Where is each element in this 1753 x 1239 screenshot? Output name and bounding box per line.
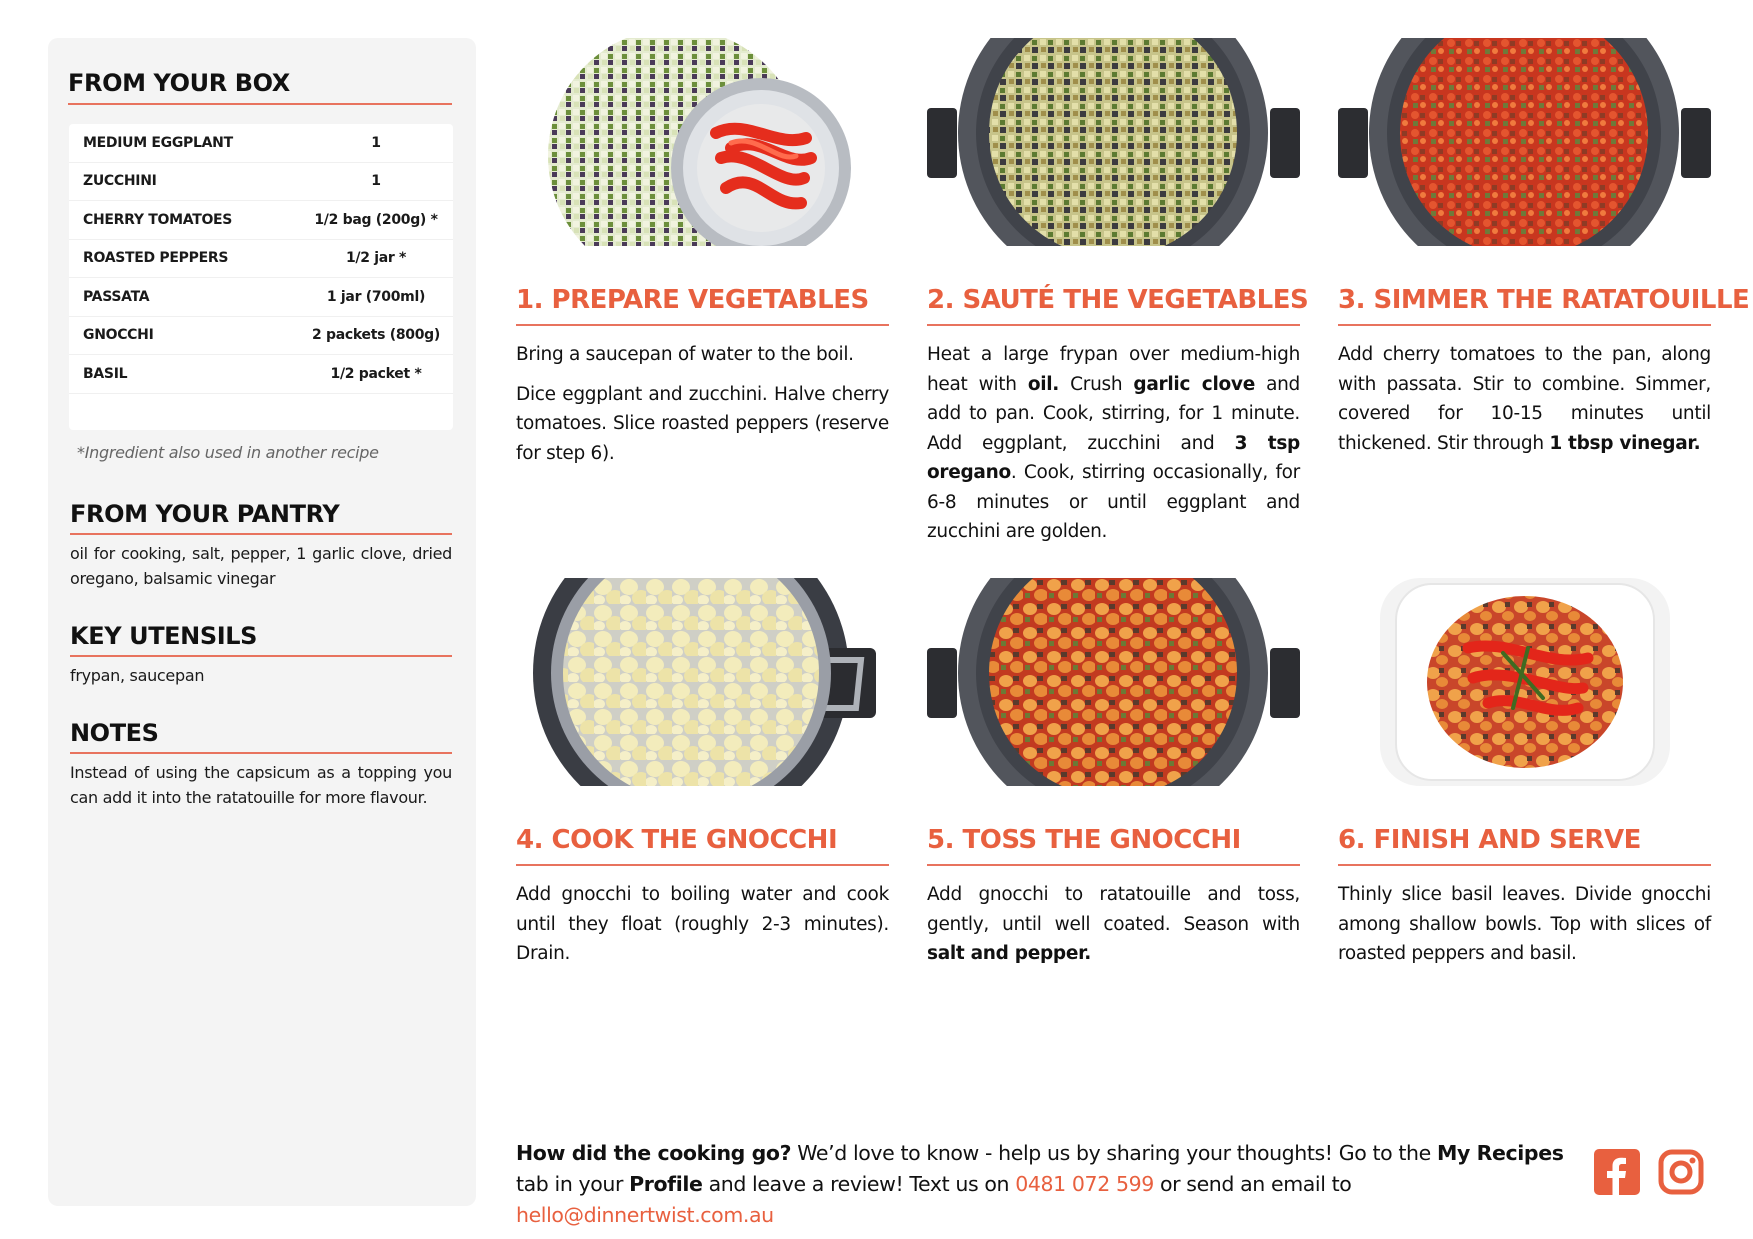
from-your-pantry-heading: FROM YOUR PANTRY bbox=[70, 500, 340, 528]
ingredient-row bbox=[69, 201, 453, 240]
ingredient-row bbox=[69, 317, 453, 356]
instruction-paragraph: Add gnocchi to boiling water and cook until they float (roughly 2-3 minutes). Drain. bbox=[516, 884, 889, 964]
step-title: 5. TOSS THE GNOCCHI bbox=[927, 825, 1241, 855]
step-title: 6. FINISH AND SERVE bbox=[1338, 825, 1641, 855]
step-title: 4. COOK THE GNOCCHI bbox=[516, 825, 838, 855]
step-instructions bbox=[1338, 340, 1711, 458]
ingredient-row bbox=[69, 124, 453, 163]
gnocchi-ratatouille-pan-photo bbox=[927, 578, 1300, 786]
ingredient-qty: 1 bbox=[371, 134, 381, 151]
my-recipes-label: My Recipes bbox=[1436, 1141, 1564, 1165]
step-rule bbox=[1338, 864, 1711, 866]
ingredient-row bbox=[69, 278, 453, 317]
ingredient-qty: 1 jar (700ml) bbox=[326, 288, 426, 305]
heading-rule bbox=[70, 533, 452, 535]
step-instructions bbox=[1338, 880, 1711, 969]
step-title: 1. PREPARE VEGETABLES bbox=[516, 285, 869, 315]
step-rule bbox=[516, 864, 889, 866]
heading-rule bbox=[70, 655, 452, 657]
ingredient-qty: 2 packets (800g) bbox=[312, 327, 440, 344]
pantry-text: oil for cooking, salt, pepper, 1 garlic clove, dried oregano, balsamic vinegar bbox=[70, 544, 452, 588]
chopped-vegetables-photo bbox=[516, 38, 889, 246]
step-instructions bbox=[516, 880, 889, 969]
step-instructions bbox=[516, 340, 889, 468]
instruction-paragraph: Heat a large frypan over medium-high heat with oil. Crush garlic clove and add to pan. Cook, stirring, for 1 minute. Add eggplant, zucchini and 3 tsp oregano. Cook, stirring occasionally, for 6-8 minutes or until eggplant and zucchini are golden. bbox=[927, 344, 1300, 542]
ingredient-qty: 1/2 jar * bbox=[345, 250, 407, 267]
step-rule bbox=[1338, 324, 1711, 326]
ingredient-qty: 1/2 bag (200g) * bbox=[314, 211, 438, 228]
instruction-paragraph: Add cherry tomatoes to the pan, along with passata. Stir to combine. Simmer, covered for 10-15 minutes until thickened. Stir through 1 tbsp vinegar. bbox=[1338, 344, 1711, 454]
step-5 bbox=[927, 578, 1300, 979]
step-1 bbox=[516, 38, 889, 478]
step-3 bbox=[1338, 38, 1750, 468]
instruction-paragraph: Dice eggplant and zucchini. Halve cherry tomatoes. Slice roasted peppers (reserve for step 6). bbox=[516, 383, 889, 464]
phone-link[interactable]: 0481 072 599 bbox=[1015, 1172, 1154, 1196]
step-4 bbox=[516, 578, 889, 979]
instagram-icon[interactable] bbox=[1658, 1149, 1704, 1195]
step-title: 3. SIMMER THE RATATOUILLE bbox=[1338, 285, 1750, 315]
ingredient-qty: 1 bbox=[371, 173, 381, 190]
ingredient-name: MEDIUM EGGPLANT bbox=[83, 134, 233, 151]
ratatouille-pan-photo bbox=[1338, 38, 1711, 246]
ingredient-name: GNOCCHI bbox=[83, 327, 154, 344]
step-6 bbox=[1338, 578, 1711, 979]
instruction-paragraph: Add gnocchi to ratatouille and toss, gently, until well coated. Season with salt and pepper. bbox=[927, 884, 1300, 964]
ingredient-name: ZUCCHINI bbox=[83, 173, 157, 190]
ingredients-table bbox=[69, 124, 453, 430]
ingredients-sidebar bbox=[48, 38, 476, 1206]
ingredient-qty: 1/2 packet * bbox=[330, 365, 422, 382]
facebook-icon[interactable] bbox=[1594, 1149, 1640, 1195]
ingredient-row bbox=[69, 240, 453, 279]
heading-rule bbox=[68, 103, 452, 105]
sauteed-vegetables-pan-photo bbox=[927, 38, 1300, 246]
ingredient-name: BASIL bbox=[83, 365, 128, 382]
step-2 bbox=[927, 38, 1309, 557]
instruction-paragraph: Thinly slice basil leaves. Divide gnocchi among shallow bowls. Top with slices of roasted peppers and basil. bbox=[1338, 884, 1711, 964]
from-your-box-heading: FROM YOUR BOX bbox=[68, 69, 290, 97]
step-title: 2. SAUTÉ THE VEGETABLES bbox=[927, 285, 1309, 315]
step-rule bbox=[927, 324, 1300, 326]
step-instructions bbox=[927, 340, 1300, 547]
email-link[interactable]: hello@dinnertwist.com.au bbox=[516, 1203, 774, 1227]
profile-label: Profile bbox=[629, 1172, 703, 1196]
ingredient-footnote: *Ingredient also used in another recipe bbox=[77, 443, 379, 462]
step-rule bbox=[927, 864, 1300, 866]
step-instructions bbox=[927, 880, 1300, 969]
step-rule bbox=[516, 324, 889, 326]
notes-text: Instead of using the capsicum as a topping you can add it into the ratatouille for more flavour. bbox=[70, 763, 452, 807]
notes-heading: NOTES bbox=[70, 719, 159, 747]
ingredient-row bbox=[69, 163, 453, 202]
feedback-question: How did the cooking go? bbox=[516, 1141, 792, 1165]
plated-dish-photo bbox=[1338, 578, 1711, 786]
ingredient-name: CHERRY TOMATOES bbox=[83, 211, 233, 228]
feedback-footer: How did the cooking go? We’d love to know - help us by sharing your thoughts! Go to the My Recipes tab in your Profile and leave a review! Text us on 0481 072 599 or send an email to hello@dinnertwist.com.au bbox=[516, 1141, 1564, 1227]
ingredient-row bbox=[69, 355, 453, 394]
ingredient-name: PASSATA bbox=[83, 288, 150, 305]
instruction-paragraph: Bring a saucepan of water to the boil. bbox=[516, 344, 854, 365]
ingredient-name: ROASTED PEPPERS bbox=[83, 250, 229, 267]
key-utensils-heading: KEY UTENSILS bbox=[70, 622, 258, 650]
heading-rule bbox=[70, 752, 452, 754]
gnocchi-strainer-photo bbox=[516, 578, 889, 786]
utensils-text: frypan, saucepan bbox=[70, 666, 205, 685]
